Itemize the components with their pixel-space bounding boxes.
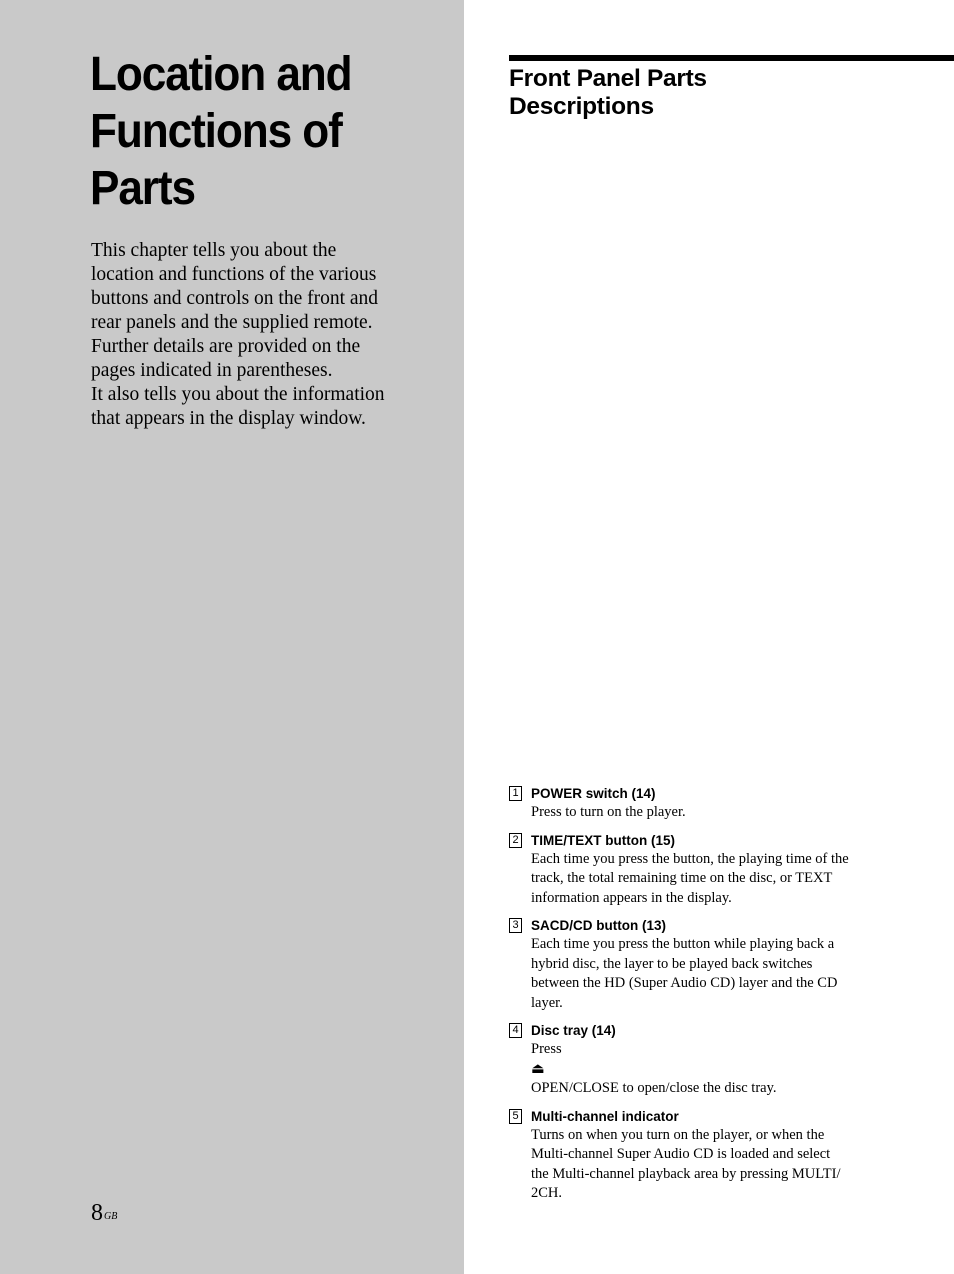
- part-number: 5: [509, 1109, 522, 1124]
- part-item: [509, 831, 889, 909]
- part-description-line: [531, 1040, 889, 1099]
- chapter-title-line: Location and: [90, 48, 352, 101]
- part-number: 3: [509, 918, 522, 933]
- part-description-line: Turns on when you turn on the player, or when the: [531, 1126, 825, 1143]
- section-heading-line: Front Panel Parts: [509, 65, 707, 92]
- part-description-suffix: OPEN/CLOSE to open/close the disc tray.: [531, 1080, 777, 1096]
- part-name: POWER switch (14): [531, 786, 656, 801]
- part-number: 1: [509, 786, 522, 801]
- part-description: [531, 935, 889, 1013]
- section-heading: [509, 65, 707, 121]
- part-description: [531, 1126, 889, 1204]
- chapter-title-line: Functions of: [90, 105, 342, 158]
- part-number: 4: [509, 1023, 522, 1038]
- part-name: Disc tray (14): [531, 1023, 616, 1038]
- part-description-line: the Multi-channel playback area by pressing MULTI/: [531, 1165, 841, 1182]
- part-description: [531, 803, 889, 823]
- intro-line: buttons and controls on the front and: [91, 288, 379, 309]
- front-panel-figure-area: [509, 140, 954, 760]
- page-number-suffix: GB: [104, 1211, 118, 1222]
- chapter-intro: [91, 239, 431, 431]
- intro-line: that appears in the display window.: [91, 408, 366, 429]
- part-description-line: 2CH.: [531, 1185, 563, 1201]
- intro-line: This chapter tells you about the: [91, 240, 337, 261]
- part-item: [509, 1107, 889, 1204]
- part-description: [531, 1040, 889, 1099]
- chapter-title-line: Parts: [90, 162, 195, 215]
- part-description-line: track, the total remaining time on the disc, or TEXT: [531, 870, 833, 886]
- part-name: TIME/TEXT button (15): [531, 832, 675, 848]
- part-description-line: Each time you press the button, the playing time of the: [531, 850, 849, 867]
- part-description-line: Multi-channel Super Audio CD is loaded and select: [531, 1146, 831, 1162]
- chapter-panel: [0, 0, 464, 1274]
- section-heading-line: Descriptions: [509, 93, 654, 120]
- intro-line: pages indicated in parentheses.: [91, 360, 333, 381]
- part-description-line: Each time you press the button while playing back a: [531, 936, 835, 952]
- intro-line: location and functions of the various: [91, 264, 377, 285]
- part-description-line: layer.: [531, 994, 563, 1011]
- section-rule: [509, 55, 954, 61]
- page-number: [91, 1199, 117, 1227]
- part-description-line: between the HD (Super Audio CD) layer and the CD: [531, 975, 838, 991]
- chapter-title: [90, 46, 421, 217]
- part-description: [531, 850, 889, 909]
- part-name: Multi-channel indicator: [531, 1108, 679, 1124]
- page-number-value: 8: [91, 1200, 103, 1226]
- part-item: [509, 916, 889, 1013]
- part-description-prefix: Press: [531, 1041, 562, 1057]
- part-item: [509, 1021, 889, 1099]
- parts-list: [509, 784, 889, 1212]
- intro-line: rear panels and the supplied remote.: [91, 312, 373, 333]
- part-description-line: Press to turn on the player.: [531, 804, 686, 820]
- eject-icon: ⏏: [531, 1060, 545, 1077]
- part-number: 2: [509, 833, 522, 848]
- part-item: [509, 784, 889, 823]
- part-name: SACD/CD button (13): [531, 918, 666, 933]
- intro-line: Further details are provided on the: [91, 336, 361, 357]
- part-description-line: hybrid disc, the layer to be played back switches: [531, 955, 813, 972]
- intro-line: It also tells you about the information: [91, 384, 385, 405]
- part-description-line: information appears in the display.: [531, 889, 732, 906]
